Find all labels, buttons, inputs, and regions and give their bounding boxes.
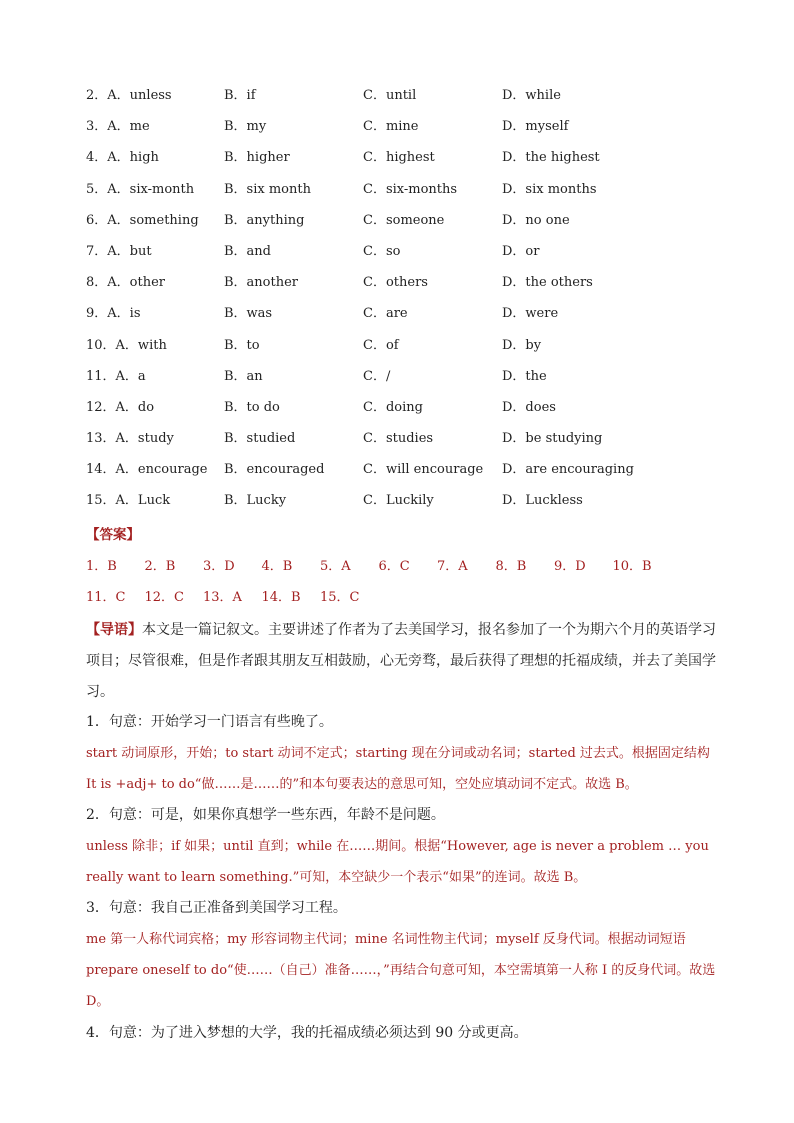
option-text: A．is xyxy=(107,306,141,322)
option-c xyxy=(363,180,457,200)
option-text: C．studies xyxy=(363,431,434,447)
answer-item: 7．A xyxy=(437,559,468,574)
answer-item: 2．B xyxy=(144,559,176,574)
option-a xyxy=(86,304,141,324)
option-c xyxy=(363,460,483,480)
option-text: D．while xyxy=(502,88,561,103)
option-text: D．does xyxy=(502,399,556,415)
answer-item: 15．C xyxy=(320,590,360,605)
option-text: A．me xyxy=(107,119,150,135)
option-b xyxy=(224,460,324,480)
answer-item: 14．B xyxy=(261,590,301,605)
option-b xyxy=(224,211,304,231)
option-text: A．something xyxy=(107,212,199,228)
option-d xyxy=(502,491,583,511)
option-text: D．no one xyxy=(502,212,570,228)
answer-item: 1．B xyxy=(86,559,117,574)
option-text: C．doing xyxy=(363,399,423,415)
question-number: 8． xyxy=(86,275,108,291)
option-b xyxy=(224,398,280,418)
option-text: C．/ xyxy=(363,368,391,384)
answer-item: 13．A xyxy=(203,590,242,605)
answer-item: 3．D xyxy=(203,559,235,574)
question-number: 2． xyxy=(86,88,108,103)
option-d xyxy=(502,429,602,449)
option-text: D．six months xyxy=(502,181,597,197)
option-text: B．six month xyxy=(224,181,311,197)
option-text: B．Lucky xyxy=(224,493,287,509)
option-d xyxy=(502,273,593,293)
guide-label: 【导语】 xyxy=(86,622,142,638)
option-text: B．studied xyxy=(224,431,296,447)
guide-paragraph xyxy=(86,615,716,708)
option-row xyxy=(86,491,726,522)
option-b xyxy=(224,117,266,137)
option-c xyxy=(363,304,408,324)
option-a xyxy=(86,211,199,231)
option-text: B．higher xyxy=(224,150,290,166)
option-text: B．anything xyxy=(224,212,305,228)
option-text: D．myself xyxy=(502,119,569,135)
option-c xyxy=(363,491,434,511)
option-b xyxy=(224,242,271,262)
option-text: D．are encouraging xyxy=(502,462,634,478)
question-number: 12． xyxy=(86,399,116,415)
option-d xyxy=(502,367,547,387)
option-text: C．so xyxy=(363,243,401,259)
option-c xyxy=(363,148,435,168)
option-c xyxy=(363,398,423,418)
option-row xyxy=(86,242,726,273)
question-number: 11． xyxy=(86,368,116,384)
option-text: D．be studying xyxy=(502,431,603,447)
option-d xyxy=(502,460,634,480)
q3-title: 3．句意：我自己正准备到美国学习工程。 xyxy=(86,900,347,916)
q2-title: 2．句意：可是，如果你真想学一些东西，年龄不是问题。 xyxy=(86,807,445,823)
option-row xyxy=(86,211,726,242)
option-d xyxy=(502,398,556,418)
option-c xyxy=(363,242,400,262)
option-a xyxy=(86,117,150,137)
option-a xyxy=(86,491,170,511)
option-b xyxy=(224,336,260,356)
option-text: C．others xyxy=(363,275,428,291)
option-text: A．six-month xyxy=(107,181,195,197)
q3-explanation xyxy=(86,924,716,1017)
option-text: C．someone xyxy=(363,212,445,228)
option-text: A．high xyxy=(107,150,159,166)
option-b xyxy=(224,491,286,511)
question-number: 3． xyxy=(86,119,108,135)
option-row xyxy=(86,367,726,398)
option-text: B．another xyxy=(224,275,299,291)
option-list xyxy=(86,86,726,523)
answer-item: 5．A xyxy=(320,559,351,574)
option-d xyxy=(502,336,541,356)
option-row xyxy=(86,336,726,367)
option-d xyxy=(502,148,600,168)
option-a xyxy=(86,273,165,293)
option-row xyxy=(86,86,726,117)
option-c xyxy=(363,86,416,106)
question-number: 13． xyxy=(86,431,116,447)
option-text: D．or xyxy=(502,243,540,259)
q2-explanation: unless 除非；if 如果；until 直到；while 在……期间。根据“However, age is never a problem … you really want to learn something.”可知，本空缺少一个表示“如果”的连词。故选 B。 xyxy=(86,839,709,885)
option-text: B．and xyxy=(224,243,271,259)
option-d xyxy=(502,117,568,137)
option-text: C．Luckily xyxy=(363,493,434,509)
option-d xyxy=(502,86,561,106)
option-d xyxy=(502,180,597,200)
answer-item: 10．B xyxy=(612,559,652,574)
option-b xyxy=(224,180,311,200)
option-a xyxy=(86,180,194,200)
guide-text: 本文是一篇记叙文。主要讲述了作者为了去美国学习，报名参加了一个为期六个月的英语学习项目；尽管很难，但是作者跟其朋友互相鼓励，心无旁骛，最后获得了理想的托福成绩，并去了美国学习。 xyxy=(86,622,716,700)
answer-item: 8．B xyxy=(495,559,527,574)
option-row xyxy=(86,148,726,179)
option-a xyxy=(86,242,152,262)
q1-title: 1．句意：开始学习一门语言有些晚了。 xyxy=(86,714,333,730)
option-row xyxy=(86,117,726,148)
option-text: A．encourage xyxy=(115,462,208,478)
option-row xyxy=(86,398,726,429)
option-text: B．was xyxy=(224,306,273,322)
option-d xyxy=(502,211,570,231)
option-row xyxy=(86,273,726,304)
answer-item: 4．B xyxy=(261,559,293,574)
option-text: D．by xyxy=(502,337,542,353)
option-a xyxy=(86,336,167,356)
answer-item: 9．D xyxy=(554,559,586,574)
option-text: C．are xyxy=(363,306,408,322)
option-c xyxy=(363,367,390,387)
option-c xyxy=(363,429,433,449)
answer-label: 【答案】 xyxy=(86,527,140,543)
option-text: C．highest xyxy=(363,150,435,166)
option-c xyxy=(363,211,444,231)
option-a xyxy=(86,86,172,106)
question-number: 5． xyxy=(86,181,108,197)
answer-item: 12．C xyxy=(144,590,184,605)
option-text: A．other xyxy=(107,275,166,291)
option-c xyxy=(363,336,399,356)
option-a xyxy=(86,460,207,480)
option-text: C．of xyxy=(363,337,399,353)
option-c xyxy=(363,117,419,137)
option-text: D．the highest xyxy=(502,150,600,166)
option-b xyxy=(224,429,295,449)
option-a xyxy=(86,398,154,418)
answer-item: 11．C xyxy=(86,590,126,605)
q3-explanation-text: me 第一人称代词宾格；my 形容词物主代词；mine 名词性物主代词；myself 反身代词。根据动词短语 prepare oneself to do“使……（自己）准备……，”再结合句意可知，本空需填第一人称 I 的反身代词。故选 D。 xyxy=(86,932,716,1009)
question-number: 14． xyxy=(86,462,116,478)
option-c xyxy=(363,273,428,293)
question-number: 6． xyxy=(86,212,108,228)
option-text: A．a xyxy=(115,368,146,384)
option-text: D．the xyxy=(502,368,547,384)
option-text: D．were xyxy=(502,306,559,322)
option-b xyxy=(224,148,290,168)
question-number: 7． xyxy=(86,243,108,259)
option-row xyxy=(86,304,726,335)
option-row xyxy=(86,180,726,211)
question-number: 10． xyxy=(86,337,116,353)
option-row xyxy=(86,460,726,491)
question-number: 9． xyxy=(86,306,108,322)
option-text: D．the others xyxy=(502,275,593,291)
option-text: B．encouraged xyxy=(224,462,325,478)
option-text: B．an xyxy=(224,368,263,384)
option-a xyxy=(86,429,174,449)
option-text: C．will encourage xyxy=(363,462,484,478)
option-text: A．with xyxy=(115,337,167,353)
option-d xyxy=(502,304,558,324)
answer-item: 6．C xyxy=(378,559,410,574)
option-text: A．study xyxy=(115,431,174,447)
option-text: B．my xyxy=(224,119,267,135)
option-row xyxy=(86,429,726,460)
option-text: B．to do xyxy=(224,399,280,415)
option-a xyxy=(86,367,146,387)
option-d xyxy=(502,242,539,262)
question-number: 4． xyxy=(86,150,108,166)
option-text: A．unless xyxy=(107,88,172,103)
option-b xyxy=(224,367,263,387)
q1-explanation: start 动词原形，开始；to start 动词不定式；starting 现在分词或动名词；started 过去式。根据固定结构 It is +adj+ to do“做……是……的”和本句要表达的意思可知，空处应填动词不定式。故选 B。 xyxy=(86,746,710,792)
option-text: D．Luckless xyxy=(502,493,583,509)
question-number: 15． xyxy=(86,493,116,509)
option-a xyxy=(86,148,159,168)
option-text: A．Luck xyxy=(115,493,171,509)
option-text: A．do xyxy=(115,399,155,415)
option-text: C．six-months xyxy=(363,181,458,197)
option-text: C．mine xyxy=(363,119,419,135)
option-text: B．to xyxy=(224,337,260,353)
option-b xyxy=(224,304,272,324)
option-b xyxy=(224,273,298,293)
option-b xyxy=(224,86,256,106)
option-text: B．if xyxy=(224,88,256,103)
option-text: C．until xyxy=(363,88,417,103)
q4-title: 4．句意：为了进入梦想的大学，我的托福成绩必须达到 90 分或更高。 xyxy=(86,1025,528,1041)
option-text: A．but xyxy=(107,243,152,259)
